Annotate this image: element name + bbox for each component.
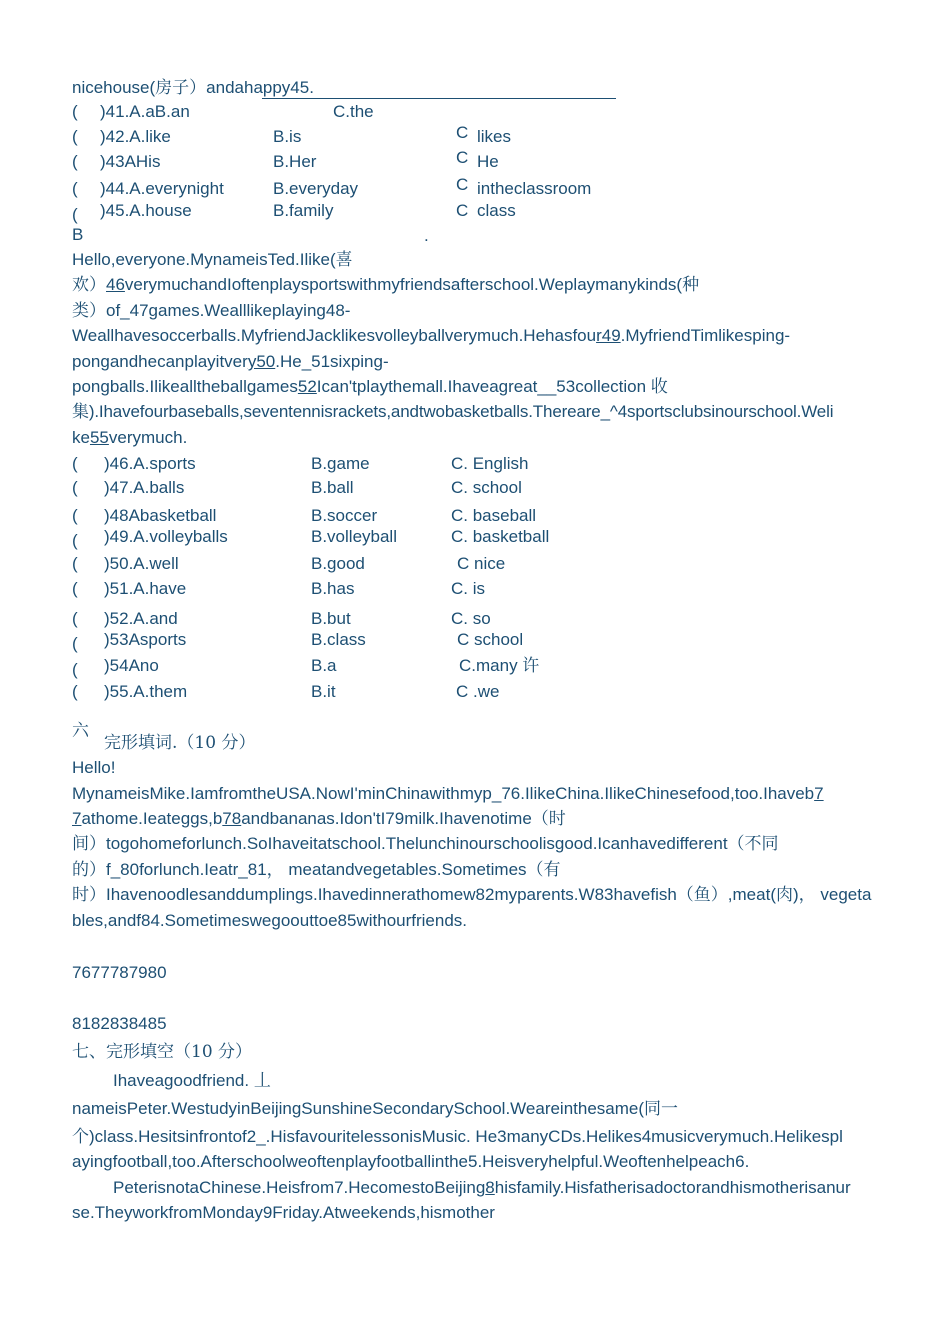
- section-6-greeting: Hello!: [72, 758, 116, 777]
- exam-page: nicehouse(房子）andahappy45. ( )41.A.aB.an C.the ( )42.A.like B.is C likes ( )43AHis B.Her C He ( )44.A.everynight B.everyday C intheclassroom ( )45.A.house B.family C class B . Hello,everyone.MynameisTed.Ilike(喜 欢）46verymuchandIoftenplaysportswithmyfriendsafterschool.Weplaymanykinds(种 类）of_47games.Wealllikeplaying48- Weallhavesoccerballs.MyfriendJacklikesvolleyballverymuch.Hehasfour49.MyfriendTimlikesping- pongandhecanplayitvery50.He_51sixping- pongballs.Ilikealltheballgames52Ican'tplaythemall.Ihaveagreat__53collection 收 集).Ihavefourbaseballs,seventennisrackets,andtwobasketballs.Thereare_^4sportsclubsinourschool.Weli ke55verymuch. ( )46.A.sports B.game C. English ( )47.A.balls B.ball C. school ( )48Abasketball B.soccer C. baseball ( )49.A.volleyballs B.volleyball C. basketball ( )50.A.well B.good C nice ( )51.A.have B.has C. is ( )52.A.and B.but C. so ( )53Asports B.class C school ( )54Ano B.a C.many 许 ( )55.A.them B.it C .we 六 完形填词.（10 分） Hello! MynameisMike.IamfromtheUSA.NowI'minChinawithmyp_76.IlikeChina.IlikeChinesefood,too.Ihaveb7 7athome.Ieateggs,b78andbananas.Idon'tI79milk.Ihavenotime（时 间）togohomeforlunch.SoIhaveitatschool.Thelunchinourschoolisgood.Icanhavedifferent（不同 的）f_80forlunch.Ieatr_81， meatandvegetables.Sometimes（有 时）Ihavenoodlesanddumplings.Ihavedinnerathomew82myparents.W83havefish（鱼）,meat(肉)， vegeta bles,andf84.Sometimeswegoouttoe85withourfriends. 7677787980 8182838485 七、完形填空（10 分） Ihaveagoodfriend. 丄 nameisPeter.WestudyinBeijingSunshineSecondarySchool.Weareinthesame(同一 个)class.Hesitsinfrontof2_.HisfavouritelessonisMusic. He3manyCDs.Helikes4musicverymuch.Helikespl ayingfootball,too.Afterschoolweoftenplayfootballinthe5.Heisveryhelpful.Weoftenhelpeach6. PeterisnotaChinese.Heisfrom7.HecomestoBeijing8hisfamily.Hisfatherisadoctorandhismotherisanur se.TheyworkfromMonday9Friday.Atweekends,hismother: [0, 0, 950, 1344]
- stray-dot: .: [424, 226, 429, 245]
- question-row: ( )42.A.like B.is C likes: [72, 123, 512, 146]
- question-row: ( )50.A.well B.good C nice: [72, 554, 506, 573]
- section-7-title: 七、完形填空（10 分）: [72, 1042, 253, 1062]
- question-row: ( )53Asports B.class C school: [72, 630, 524, 653]
- question-row: ( )54Ano B.a C.many 许: [72, 656, 540, 679]
- intro-line: nicehouse(房子）andahappy45.: [72, 78, 314, 97]
- question-row: ( )41.A.aB.an C.the: [72, 102, 374, 121]
- section-6-numbers-row-1: 7677787980: [72, 963, 167, 982]
- question-row: ( )43AHis B.Her C He: [72, 148, 499, 171]
- question-row: ( )47.A.balls B.ball C. school: [72, 478, 522, 497]
- question-row: ( )45.A.house B.family C class: [72, 201, 516, 224]
- question-row: ( )49.A.volleyballs B.volleyball C. basketball: [72, 527, 550, 550]
- question-row: ( )46.A.sports B.game C. English: [72, 454, 529, 473]
- question-row: ( )55.A.them B.it C .we: [72, 682, 500, 701]
- section-6-numbers-row-2: 8182838485: [72, 1014, 167, 1033]
- question-row: ( )52.A.and B.but C. so: [72, 609, 491, 628]
- question-row: ( )48Abasketball B.soccer C. baseball: [72, 506, 537, 525]
- part-b-label: B: [72, 225, 84, 244]
- section-6-title: 完形填词.（10 分）: [104, 733, 256, 753]
- question-row: ( )44.A.everynight B.everyday C intheclassroom: [72, 175, 592, 198]
- answer-rule: [262, 98, 616, 99]
- section-6-number: 六: [72, 721, 89, 741]
- question-row: ( )51.A.have B.has C. is: [72, 579, 485, 598]
